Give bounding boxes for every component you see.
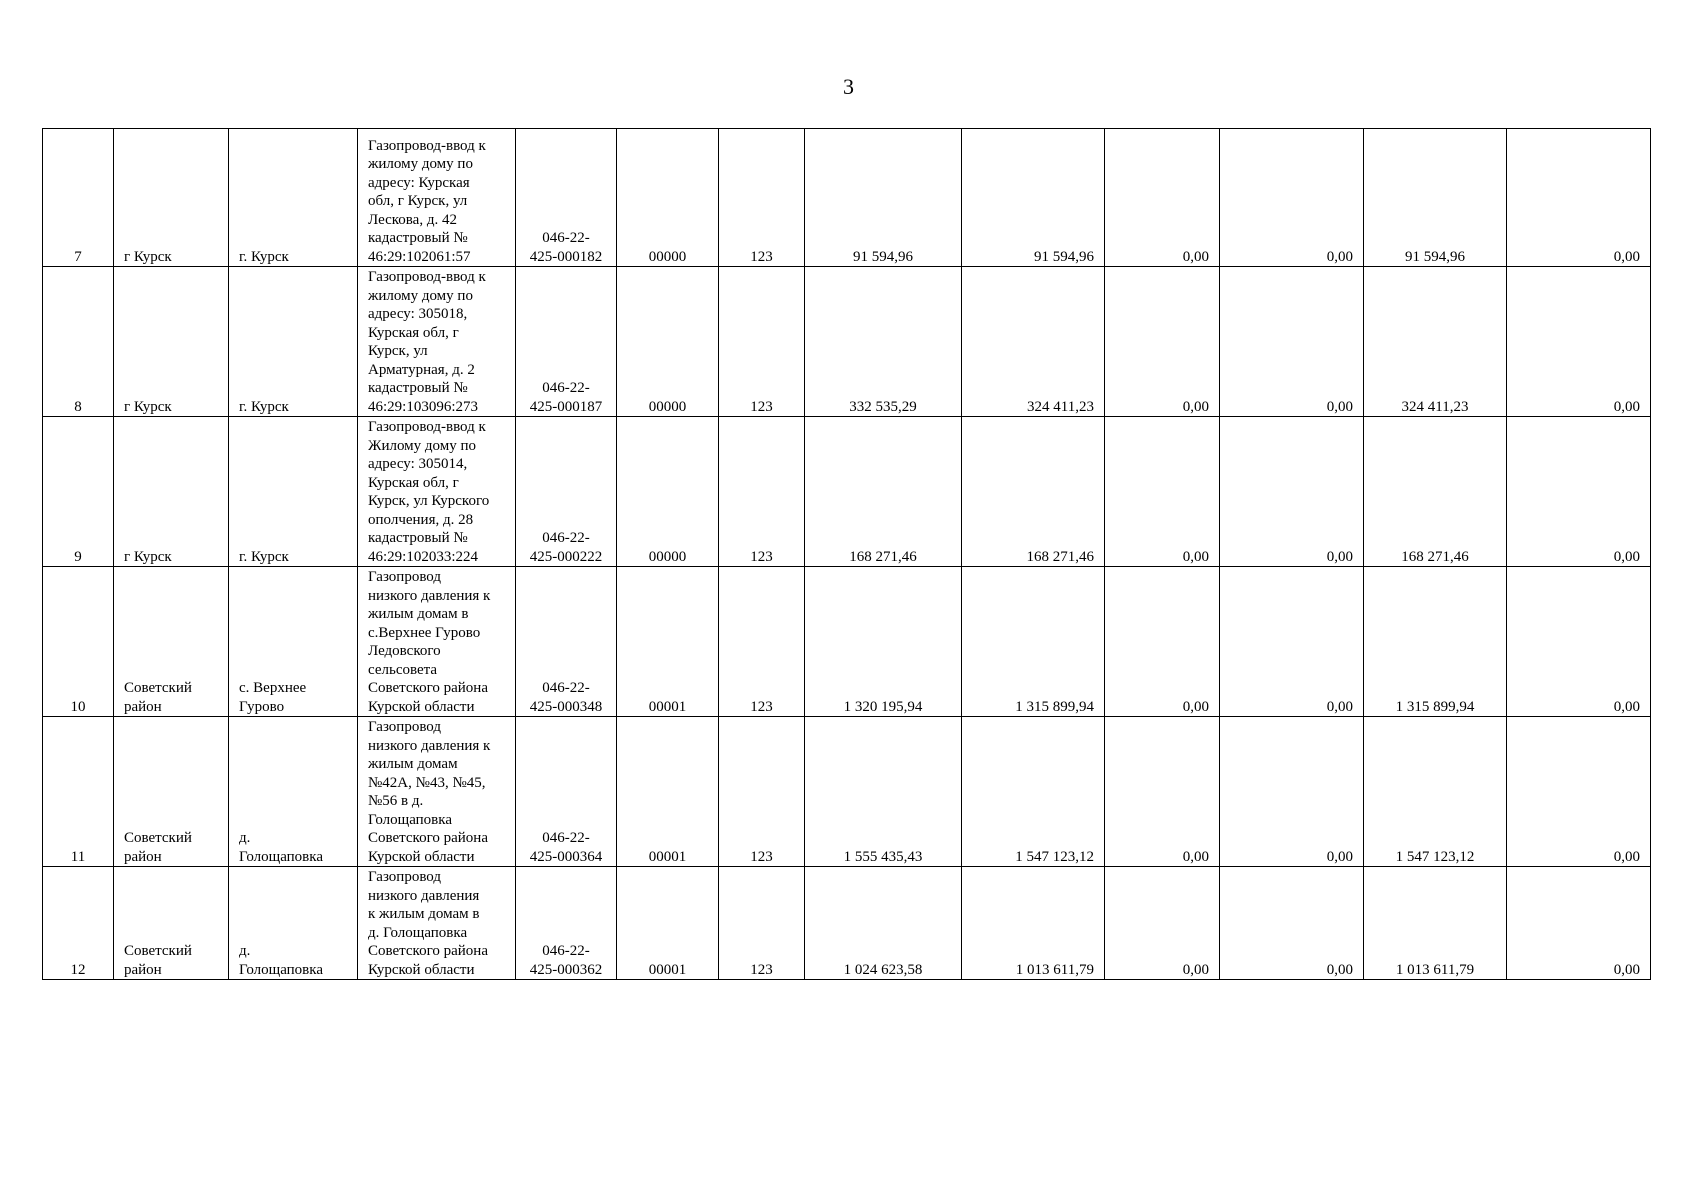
cell-code-text: 00000	[648, 548, 687, 565]
cell-amount-b-text: 0,00	[1326, 248, 1353, 265]
cell-amount-d	[1507, 267, 1651, 417]
cell-initial-value-text: 91 594,96	[853, 248, 913, 265]
cell-account	[719, 129, 805, 267]
cell-amount-d-text: 0,00	[1613, 848, 1640, 865]
cell-initial-value-text: 1 024 623,58	[843, 961, 923, 978]
cell-object-description-text: Газопровод низкого давления к жилым домам в д. Голощаповка Советского района Курской области	[368, 869, 488, 978]
cell-amount-d	[1507, 717, 1651, 867]
cell-initial-value-text: 332 535,29	[849, 398, 917, 415]
cell-code	[617, 867, 719, 980]
cell-locality	[229, 567, 358, 717]
cell-amount-a-text: 0,00	[1182, 248, 1209, 265]
table-row	[43, 717, 1651, 867]
cell-district	[114, 717, 229, 867]
cell-inventory-number	[516, 567, 617, 717]
cell-object-description	[358, 267, 516, 417]
cell-amount-d-text: 0,00	[1613, 398, 1640, 415]
page-number: 3	[843, 74, 854, 99]
cell-initial-value	[805, 129, 962, 267]
cell-district	[114, 267, 229, 417]
cell-residual-value-text: 91 594,96	[1034, 248, 1094, 265]
cell-amount-a-text: 0,00	[1182, 698, 1209, 715]
cell-code	[617, 717, 719, 867]
cell-residual-value	[962, 417, 1105, 567]
cell-residual-value	[962, 717, 1105, 867]
cell-amount-c-text: 1 315 899,94	[1395, 698, 1475, 715]
cell-residual-value-text: 1 547 123,12	[1015, 848, 1094, 865]
cell-amount-a	[1105, 129, 1220, 267]
cell-code-text: 00000	[648, 398, 687, 415]
cell-initial-value	[805, 267, 962, 417]
cell-inventory-number-text: 046-22- 425-000364	[529, 830, 603, 865]
cell-object-description	[358, 567, 516, 717]
cell-object-description-text: Газопровод-ввод к Жилому дому по адресу: 305014, Курская обл, г Курск, ул Курского ополчения, д. 28 кадастровый № 46:29:102033:224	[368, 419, 490, 565]
cell-row-number	[43, 867, 114, 980]
cell-residual-value	[962, 867, 1105, 980]
cell-initial-value-text: 1 555 435,43	[843, 848, 923, 865]
cell-initial-value	[805, 417, 962, 567]
cell-amount-d-text: 0,00	[1613, 961, 1640, 978]
cell-code	[617, 567, 719, 717]
cell-amount-c-text: 1 013 611,79	[1395, 961, 1475, 978]
cell-inventory-number-text: 046-22- 425-000362	[529, 943, 603, 978]
cell-code-text: 00001	[648, 961, 687, 978]
cell-amount-a-text: 0,00	[1182, 961, 1209, 978]
cell-amount-c	[1364, 417, 1507, 567]
table-row	[43, 417, 1651, 567]
cell-district	[114, 417, 229, 567]
cell-locality	[229, 867, 358, 980]
cell-object-description-text: Газопровод низкого давления к жилым домам №42А, №43, №45, №56 в д. Голощаповка Советского района Курской области	[368, 719, 491, 865]
cell-residual-value-text: 324 411,23	[1027, 398, 1094, 415]
cell-row-number	[43, 417, 114, 567]
cell-account-text: 123	[750, 961, 773, 978]
cell-initial-value-text: 1 320 195,94	[843, 698, 923, 715]
cell-row-number-text: 12	[70, 961, 86, 978]
cell-row-number	[43, 717, 114, 867]
cell-locality-text: д. Голощаповка	[239, 830, 323, 865]
cell-district	[114, 567, 229, 717]
cell-object-description-text: Газопровод-ввод к жилому дому по адресу: 305018, Курская обл, г Курск, ул Арматурная, д. 2 кадастровый № 46:29:103096:273	[368, 269, 486, 415]
cell-amount-a	[1105, 567, 1220, 717]
cell-inventory-number	[516, 717, 617, 867]
cell-amount-c-text: 1 547 123,12	[1395, 848, 1475, 865]
cell-initial-value	[805, 717, 962, 867]
cell-locality-text: г. Курск	[239, 398, 289, 415]
cell-district	[114, 867, 229, 980]
cell-object-description-text: Газопровод низкого давления к жилым домам в с.Верхнее Гурово Ледовского сельсовета Советского района Курской области	[368, 569, 491, 715]
cell-code	[617, 417, 719, 567]
table-body	[43, 129, 1651, 980]
cell-amount-a	[1105, 867, 1220, 980]
cell-initial-value-text: 168 271,46	[849, 548, 917, 565]
cell-inventory-number-text: 046-22- 425-000222	[529, 530, 603, 565]
cell-locality	[229, 267, 358, 417]
cell-object-description	[358, 129, 516, 267]
cell-amount-d-text: 0,00	[1613, 248, 1640, 265]
cell-code	[617, 129, 719, 267]
cell-row-number-text: 7	[74, 248, 82, 265]
table-row	[43, 867, 1651, 980]
cell-object-description	[358, 717, 516, 867]
cell-row-number-text: 9	[74, 548, 82, 565]
cell-residual-value-text: 168 271,46	[1026, 548, 1094, 565]
cell-amount-b	[1220, 867, 1364, 980]
cell-row-number-text: 8	[74, 398, 82, 415]
registry-table	[42, 128, 1651, 980]
cell-district-text: Советский район	[124, 943, 192, 978]
cell-account-text: 123	[750, 548, 773, 565]
cell-locality-text: г. Курск	[239, 548, 289, 565]
cell-amount-d	[1507, 867, 1651, 980]
cell-amount-c-text: 168 271,46	[1401, 548, 1469, 565]
cell-amount-a-text: 0,00	[1182, 548, 1209, 565]
table-row	[43, 267, 1651, 417]
cell-amount-a-text: 0,00	[1182, 398, 1209, 415]
cell-amount-c-text: 91 594,96	[1405, 248, 1465, 265]
table-row	[43, 567, 1651, 717]
table-row	[43, 129, 1651, 267]
cell-amount-b-text: 0,00	[1326, 961, 1353, 978]
cell-account	[719, 717, 805, 867]
cell-inventory-number-text: 046-22- 425-000187	[529, 380, 603, 415]
cell-district-text: г Курск	[124, 398, 172, 415]
cell-locality	[229, 129, 358, 267]
cell-residual-value-text: 1 013 611,79	[1015, 961, 1094, 978]
cell-account	[719, 417, 805, 567]
cell-district-text: г Курск	[124, 548, 172, 565]
cell-amount-b	[1220, 417, 1364, 567]
cell-amount-a	[1105, 717, 1220, 867]
cell-locality-text: д. Голощаповка	[239, 943, 323, 978]
cell-amount-d	[1507, 129, 1651, 267]
cell-amount-b	[1220, 717, 1364, 867]
cell-object-description-text: Газопровод-ввод к жилому дому по адресу: Курская обл, г Курск, ул Лескова, д. 42 кадастровый № 46:29:102061:57	[368, 137, 486, 265]
cell-residual-value	[962, 567, 1105, 717]
cell-residual-value	[962, 267, 1105, 417]
cell-amount-c	[1364, 567, 1507, 717]
cell-amount-b	[1220, 129, 1364, 267]
cell-row-number	[43, 267, 114, 417]
cell-amount-d	[1507, 417, 1651, 567]
cell-code-text: 00001	[648, 698, 687, 715]
cell-locality-text: г. Курск	[239, 248, 289, 265]
cell-residual-value	[962, 129, 1105, 267]
cell-account-text: 123	[750, 398, 773, 415]
cell-row-number-text: 10	[70, 698, 86, 715]
cell-code-text: 00001	[648, 848, 687, 865]
cell-locality-text: с. Верхнее Гурово	[239, 680, 307, 715]
cell-amount-c	[1364, 867, 1507, 980]
cell-amount-b-text: 0,00	[1326, 398, 1353, 415]
cell-account	[719, 267, 805, 417]
cell-district-text: Советский район	[124, 830, 192, 865]
cell-district-text: Советский район	[124, 680, 192, 715]
cell-inventory-number-text: 046-22- 425-000348	[529, 680, 603, 715]
cell-code	[617, 267, 719, 417]
cell-account-text: 123	[750, 248, 773, 265]
cell-row-number-text: 11	[70, 848, 86, 865]
cell-amount-b	[1220, 567, 1364, 717]
cell-locality	[229, 417, 358, 567]
cell-amount-c	[1364, 129, 1507, 267]
cell-residual-value-text: 1 315 899,94	[1015, 698, 1094, 715]
cell-code-text: 00000	[648, 248, 687, 265]
cell-inventory-number	[516, 129, 617, 267]
cell-inventory-number-text: 046-22- 425-000182	[529, 230, 603, 265]
cell-amount-c	[1364, 267, 1507, 417]
cell-inventory-number	[516, 267, 617, 417]
cell-amount-c	[1364, 717, 1507, 867]
cell-locality	[229, 717, 358, 867]
cell-amount-b-text: 0,00	[1326, 548, 1353, 565]
cell-row-number	[43, 567, 114, 717]
cell-amount-b-text: 0,00	[1326, 848, 1353, 865]
cell-account-text: 123	[750, 698, 773, 715]
cell-district	[114, 129, 229, 267]
cell-row-number	[43, 129, 114, 267]
cell-amount-d-text: 0,00	[1613, 698, 1640, 715]
cell-amount-a	[1105, 417, 1220, 567]
cell-amount-a-text: 0,00	[1182, 848, 1209, 865]
cell-amount-b-text: 0,00	[1326, 698, 1353, 715]
cell-initial-value	[805, 867, 962, 980]
cell-amount-a	[1105, 267, 1220, 417]
cell-inventory-number	[516, 867, 617, 980]
cell-amount-d	[1507, 567, 1651, 717]
cell-object-description	[358, 867, 516, 980]
cell-amount-c-text: 324 411,23	[1401, 398, 1469, 415]
cell-initial-value	[805, 567, 962, 717]
cell-account-text: 123	[750, 848, 773, 865]
cell-amount-b	[1220, 267, 1364, 417]
cell-district-text: г Курск	[124, 248, 172, 265]
cell-object-description	[358, 417, 516, 567]
cell-account	[719, 567, 805, 717]
cell-inventory-number	[516, 417, 617, 567]
cell-amount-d-text: 0,00	[1613, 548, 1640, 565]
cell-account	[719, 867, 805, 980]
